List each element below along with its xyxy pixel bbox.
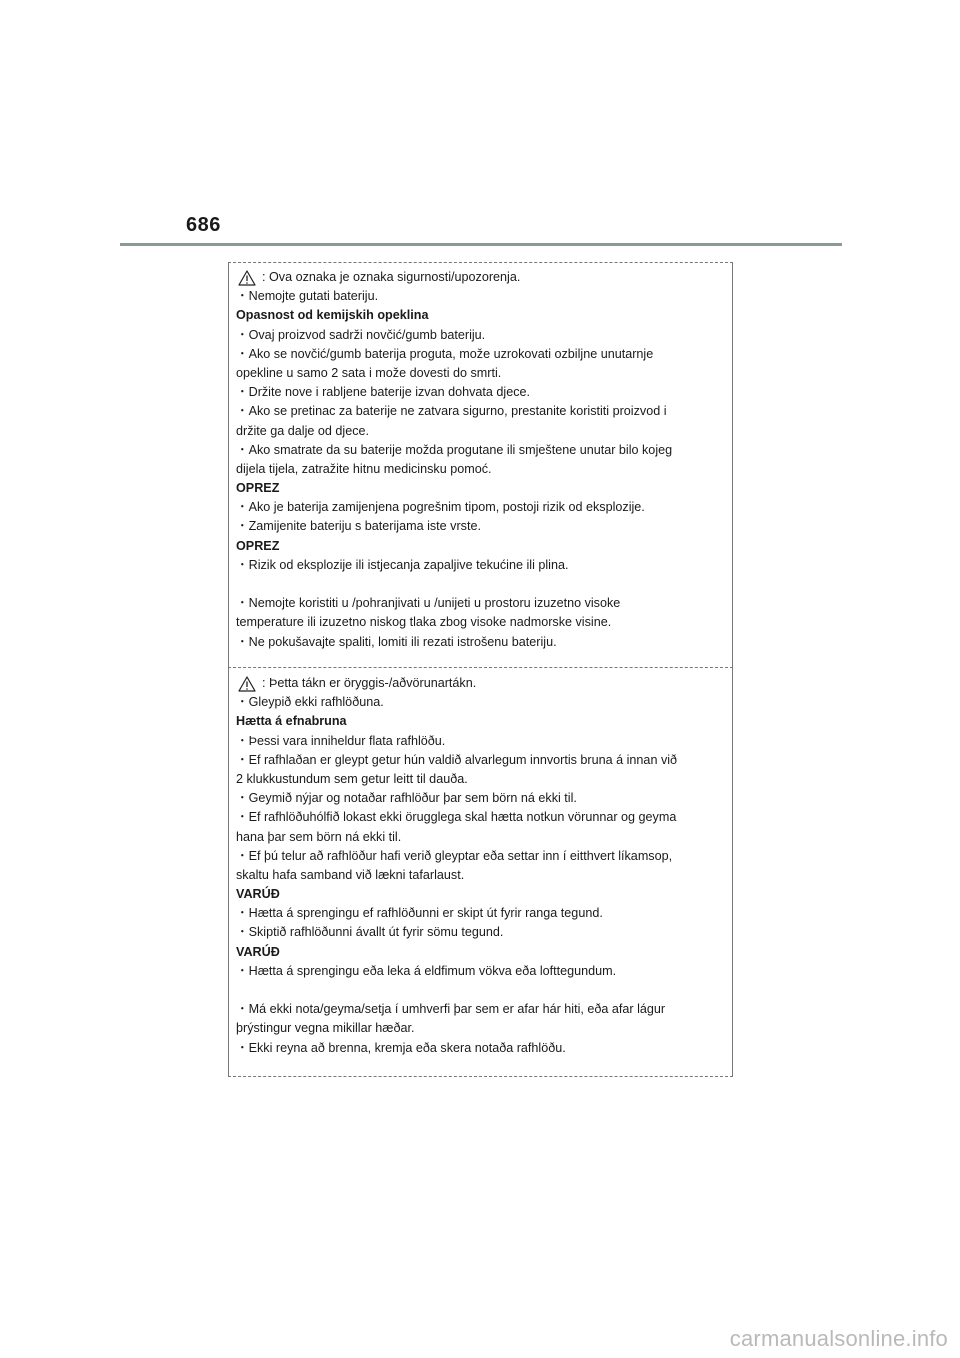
icelandic-text-line: ・Má ekki nota/geyma/setja í umhverfi þar sem er afar hár hiti, eða afar lágur: [236, 1002, 666, 1017]
croatian-text-line: ・Ako smatrate da su baterije možda progutane ili smještene unutar bilo kojeg: [236, 442, 673, 457]
icelandic-text-line: 2 klukkustundum sem getur leitt til dauða.: [236, 771, 468, 786]
header-rule: [120, 243, 842, 246]
page-number: 686: [186, 214, 221, 236]
icelandic-heading: VARÚÐ: [236, 944, 280, 959]
box-top-border: [228, 262, 733, 263]
croatian-text-line: ・Ako se pretinac za baterije ne zatvara sigurno, prestanite koristiti proizvod i: [236, 404, 667, 419]
icelandic-text-line: ・Ef rafhlaðan er gleypt getur hún valdið alvarlegum innvortis bruna á innan við: [236, 752, 678, 767]
croatian-text-line: dijela tijela, zatražite hitnu medicinsku pomoć.: [236, 461, 492, 476]
croatian-symbol-row: [236, 268, 726, 287]
icelandic-lines: [236, 693, 726, 1058]
croatian-text-line: temperature ili izuzetno niskog tlaka zbog visoke nadmorske visine.: [236, 615, 612, 630]
croatian-text-line: ・Ako je baterija zamijenjena pogrešnim tipom, postoji rizik od eksplozije.: [236, 500, 645, 515]
croatian-section: [236, 268, 726, 652]
icelandic-text-line: skaltu hafa samband við lækni tafarlaust.: [236, 867, 465, 882]
icelandic-symbol-text: : Þetta tákn er öryggis-/aðvörunartákn.: [262, 676, 477, 690]
croatian-text-line: ・Nemojte koristiti u /pohranjivati u /unijeti u prostoru izuzetno visoke: [236, 596, 621, 611]
icelandic-text-line: hana þar sem börn ná ekki til.: [236, 829, 402, 844]
croatian-spacer: [236, 575, 726, 594]
icelandic-heading: VARÚÐ: [236, 887, 280, 902]
icelandic-text-line: ・Gleypið ekki rafhlöðuna.: [236, 695, 384, 710]
warning-triangle-icon: [238, 676, 256, 692]
icelandic-text-line: ・Hætta á sprengingu eða leka á eldfimum vökva eða lofttegundum.: [236, 963, 617, 978]
box-bottom-border: [228, 1076, 733, 1077]
icelandic-spacer: [236, 981, 726, 1000]
croatian-text-line: ・Rizik od eksplozije ili istjecanja zapaljive tekućine ili plina.: [236, 557, 569, 572]
icelandic-text-line: ・Geymið nýjar og notaðar rafhlöður þar sem börn ná ekki til.: [236, 791, 577, 806]
croatian-symbol-text: : Ova oznaka je oznaka sigurnosti/upozorenja.: [262, 270, 521, 284]
croatian-lines: [236, 287, 726, 652]
icelandic-text-line: ・Hætta á sprengingu ef rafhlöðunni er skipt út fyrir ranga tegund.: [236, 906, 603, 921]
croatian-text-line: ・Ovaj proizvod sadrži novčić/gumb bateriju.: [236, 327, 486, 342]
croatian-text-line: držite ga dalje od djece.: [236, 423, 370, 438]
croatian-text-line: ・Držite nove i rabljene baterije izvan dohvata djece.: [236, 385, 531, 400]
section-divider: [228, 667, 733, 668]
warning-triangle-icon: [238, 270, 256, 286]
icelandic-text-line: ・Ef þú telur að rafhlöður hafi verið gleyptar eða settar inn í eitthvert líkamsop,: [236, 848, 673, 863]
croatian-text-line: ・Ako se novčić/gumb baterija proguta, može uzrokovati ozbiljne unutarnje: [236, 346, 654, 361]
icelandic-text-line: ・Þessi vara inniheldur flata rafhlöðu.: [236, 733, 446, 748]
watermark: carmanualsonline.info: [729, 1326, 948, 1351]
croatian-text-line: opekline u samo 2 sata i može dovesti do smrti.: [236, 365, 502, 380]
icelandic-text-line: ・Ef rafhlöðuhólfið lokast ekki örugglega skal hætta notkun vörunnar og geyma: [236, 810, 677, 825]
croatian-heading: OPREZ: [236, 538, 280, 553]
icelandic-text-line: ・Ekki reyna að brenna, kremja eða skera notaða rafhlöðu.: [236, 1040, 566, 1055]
icelandic-symbol-row: [236, 674, 726, 693]
croatian-text-line: ・Nemojte gutati bateriju.: [236, 289, 379, 304]
icelandic-heading: Hætta á efnabruna: [236, 714, 347, 729]
icelandic-section: [236, 674, 726, 1058]
icelandic-text-line: þrýstingur vegna mikillar hæðar.: [236, 1021, 415, 1036]
croatian-text-line: ・Ne pokušavajte spaliti, lomiti ili rezati istrošenu bateriju.: [236, 634, 557, 649]
croatian-heading: OPREZ: [236, 481, 280, 496]
croatian-heading: Opasnost od kemijskih opeklina: [236, 308, 429, 323]
croatian-text-line: ・Zamijenite bateriju s baterijama iste vrste.: [236, 519, 481, 534]
icelandic-text-line: ・Skiptið rafhlöðunni ávallt út fyrir sömu tegund.: [236, 925, 504, 940]
